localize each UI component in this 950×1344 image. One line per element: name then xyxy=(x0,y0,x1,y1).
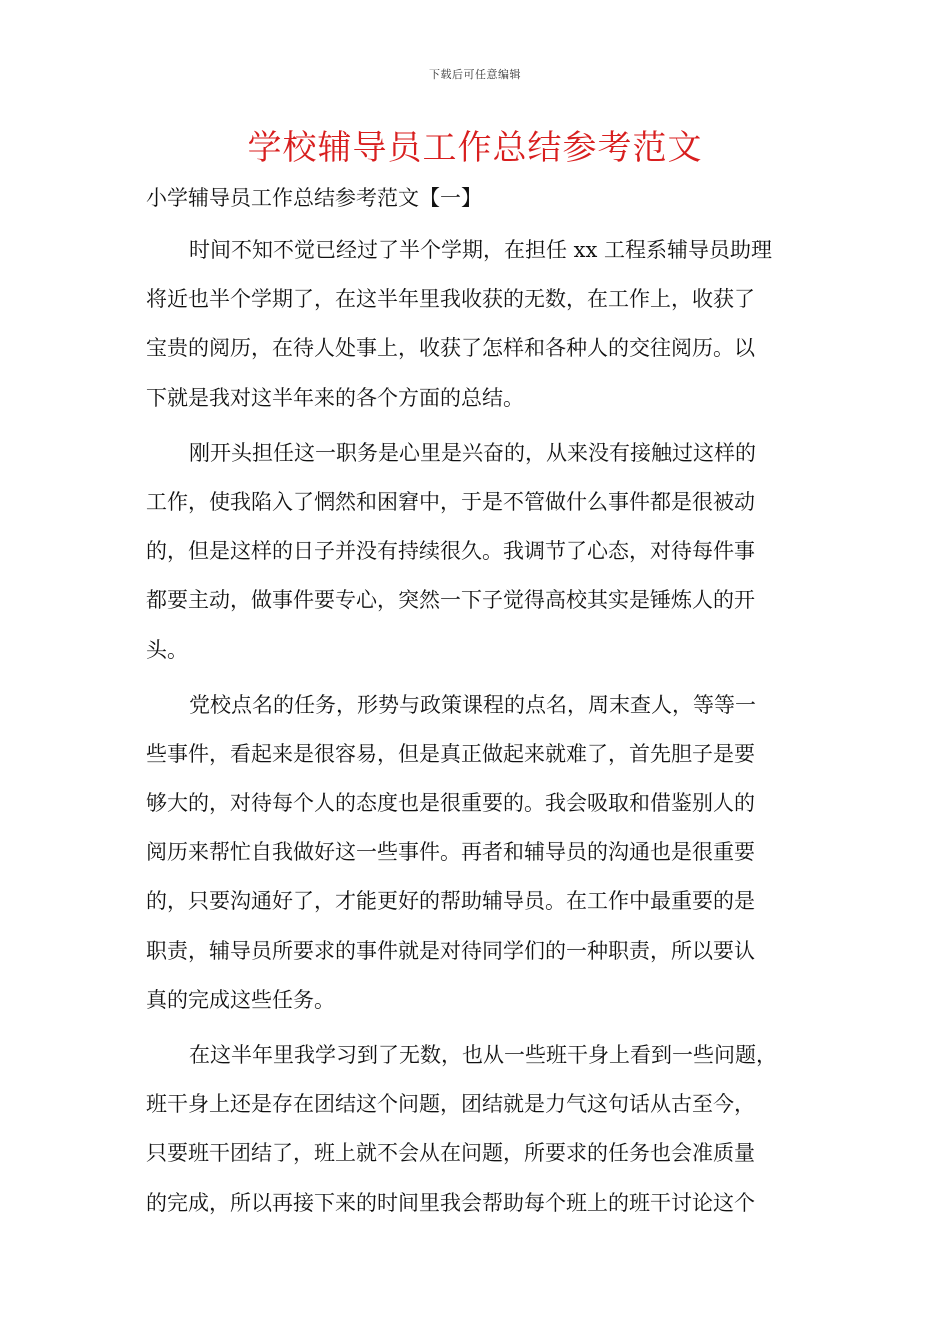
document-body xyxy=(146,232,810,1240)
header-note: 下载后可任意编辑 xyxy=(429,68,521,81)
text-line: 党校点名的任务，形势与政策课程的点名，周末查人，等等一 xyxy=(189,692,756,717)
text-line: 工作，使我陷入了惘然和困窘中，于是不管做什么事件都是很被动 xyxy=(146,489,755,514)
text-line: 够大的，对待每个人的态度也是很重要的。我会吸取和借鉴别人的 xyxy=(146,791,755,816)
paragraph xyxy=(146,435,810,681)
text-line: 刚开头担任这一职务是心里是兴奋的，从来没有接触过这样的 xyxy=(189,440,756,465)
text-line: 在这半年里我学习到了无数，也从一些班干身上看到一些问题， xyxy=(189,1043,777,1067)
text-line: 都要主动，做事件要专心，突然一下子觉得高校其实是锤炼人的开 xyxy=(146,588,755,613)
document-title: 学校辅导员工作总结参考范文 xyxy=(247,128,703,168)
text-line: 将近也半个学期了，在这半年里我收获的无数，在工作上，收获了 xyxy=(146,287,755,312)
text-line: 阅历来帮忙自我做好这一些事件。再者和辅导员的沟通也是很重要 xyxy=(146,840,755,865)
paragraph xyxy=(146,1037,810,1234)
text-line: 的完成，所以再接下来的时间里我会帮助每个班上的班干讨论这个 xyxy=(146,1190,755,1215)
text-line: 下就是我对这半年来的各个方面的总结。 xyxy=(146,385,524,410)
text-line: 真的完成这些任务。 xyxy=(146,987,335,1012)
document-subtitle: 小学辅导员工作总结参考范文【一】 xyxy=(146,186,482,210)
paragraph xyxy=(146,232,810,429)
text-line: 些事件，看起来是很容易，但是真正做起来就难了，首先胆子是要 xyxy=(146,741,755,766)
text-line: 宝贵的阅历，在待人处事上，收获了怎样和各种人的交往阅历。以 xyxy=(146,336,755,361)
text-line: 时间不知不觉已经过了半个学期，在担任 xx 工程系辅导员助理 xyxy=(189,238,773,262)
text-line: 职责，辅导员所要求的事件就是对待同学们的一种职责，所以要认 xyxy=(146,938,755,963)
text-line: 只要班干团结了，班上就不会从在问题，所要求的任务也会准质量 xyxy=(146,1141,755,1166)
text-line: 的，只要沟通好了，才能更好的帮助辅导员。在工作中最重要的是 xyxy=(146,889,755,914)
text-line: 的，但是这样的日子并没有持续很久。我调节了心态，对待每件事 xyxy=(146,539,755,564)
paragraph xyxy=(146,687,810,1031)
text-line: 头。 xyxy=(146,637,188,662)
text-line: 班干身上还是存在团结这个问题，团结就是力气这句话从古至今， xyxy=(146,1092,755,1117)
